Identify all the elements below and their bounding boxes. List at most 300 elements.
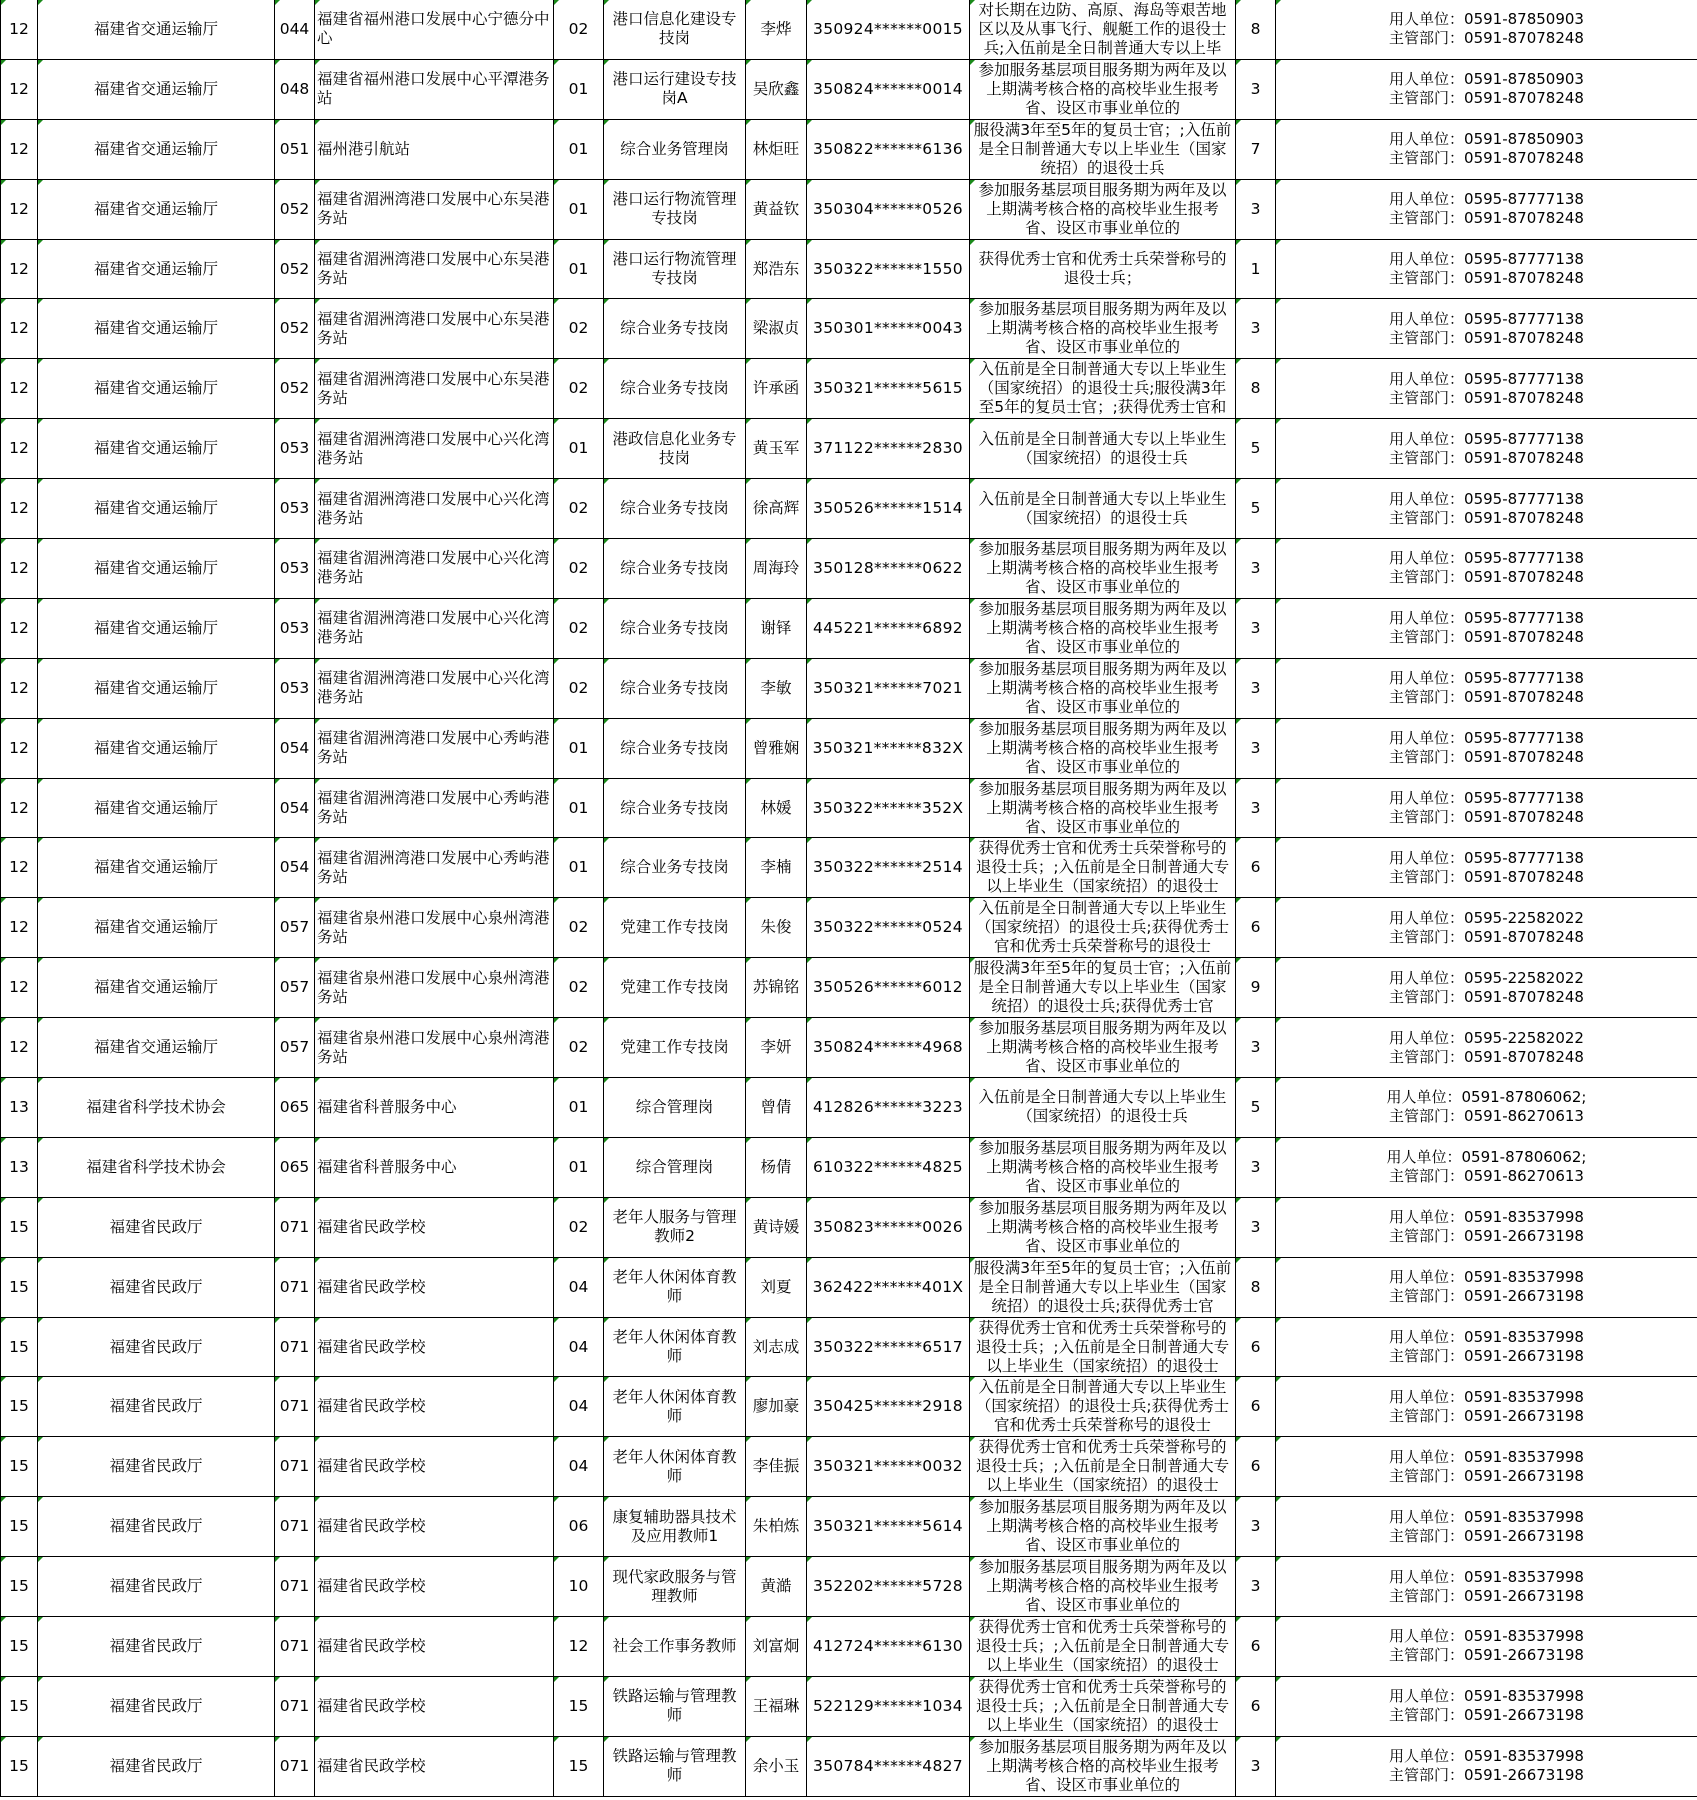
unit-code-cell: 071: [275, 1736, 315, 1796]
post-code-cell: 01: [554, 119, 604, 179]
dept-code-cell: 13: [1, 1078, 38, 1138]
id-number-cell: 350322******2514: [807, 838, 970, 898]
department-cell: 福建省交通运输厅: [38, 778, 275, 838]
bonus-score-cell: 3: [1236, 1137, 1276, 1197]
dept-code-cell: 15: [1, 1197, 38, 1257]
authority-phone: 主管部门：0591-86270613: [1389, 1167, 1584, 1186]
post-code-cell: 02: [554, 658, 604, 718]
employer-phone: 用人单位：0591-87850903: [1389, 10, 1584, 29]
unit-name-cell: 福建省泉州港口发展中心泉州湾港务站: [315, 958, 554, 1018]
policy-cell: [970, 598, 1236, 658]
id-number-cell: 350322******6517: [807, 1317, 970, 1377]
post-name-cell: 老年人休闲体育教师: [604, 1377, 746, 1437]
dept-code-cell: 15: [1, 1437, 38, 1497]
unit-code-cell: 053: [275, 419, 315, 479]
policy-cell: [970, 898, 1236, 958]
unit-name-cell: 福建省泉州港口发展中心泉州湾港务站: [315, 1018, 554, 1078]
candidate-name-cell: 朱柏炼: [746, 1497, 807, 1557]
department-cell: 福建省民政厅: [38, 1437, 275, 1497]
employer-phone: 用人单位：0591-87806062;: [1386, 1088, 1587, 1107]
table-row: [1, 419, 1697, 479]
post-name-cell: 综合业务专技岗: [604, 479, 746, 539]
policy-cell: [970, 1736, 1236, 1796]
contact-cell: [1276, 718, 1697, 778]
table-body: [1, 0, 1697, 1796]
contact-cell: [1276, 539, 1697, 599]
authority-phone: 主管部门：0591-87078248: [1389, 508, 1584, 527]
policy-cell: [970, 958, 1236, 1018]
dept-code-cell: 12: [1, 539, 38, 599]
department-cell: 福建省民政厅: [38, 1557, 275, 1617]
contact-cell: [1276, 59, 1697, 119]
post-code-cell: 01: [554, 1137, 604, 1197]
post-code-cell: 06: [554, 1497, 604, 1557]
bonus-score-cell: 8: [1236, 359, 1276, 419]
policy-cell: [970, 119, 1236, 179]
policy-text: 服役满3年至5年的复员士官；;入伍前是全日制普通大专以上毕业生（国家统招）的退役士兵;获得优秀士官: [973, 959, 1232, 1016]
post-name-cell: 综合业务专技岗: [604, 299, 746, 359]
id-number-cell: 350321******5614: [807, 1497, 970, 1557]
bonus-score-cell: 3: [1236, 1497, 1276, 1557]
unit-code-cell: 052: [275, 239, 315, 299]
post-code-cell: 02: [554, 1197, 604, 1257]
dept-code-cell: 12: [1, 179, 38, 239]
post-code-cell: 15: [554, 1676, 604, 1736]
table-row: [1, 119, 1697, 179]
authority-phone: 主管部门：0591-26673198: [1389, 1466, 1584, 1485]
policy-text: 入伍前是全日制普通大专以上毕业生（国家统招）的退役士兵;获得优秀士官和优秀士兵荣誉称号的退役士: [975, 899, 1230, 956]
department-cell: 福建省民政厅: [38, 1676, 275, 1736]
dept-code-cell: 12: [1, 119, 38, 179]
dept-code-cell: 12: [1, 299, 38, 359]
unit-code-cell: 052: [275, 299, 315, 359]
candidate-name-cell: 刘夏: [746, 1257, 807, 1317]
dept-code-cell: 13: [1, 1137, 38, 1197]
policy-text: 入伍前是全日制普通大专以上毕业生（国家统招）的退役士兵: [978, 1088, 1227, 1126]
post-name-cell: 老年人休闲体育教师: [604, 1317, 746, 1377]
unit-code-cell: 065: [275, 1078, 315, 1138]
table-row: [1, 1197, 1697, 1257]
unit-code-cell: 071: [275, 1197, 315, 1257]
employer-phone: 用人单位：0595-87777138: [1389, 729, 1584, 748]
id-number-cell: 412826******3223: [807, 1078, 970, 1138]
contact-cell: [1276, 1676, 1697, 1736]
unit-code-cell: 071: [275, 1377, 315, 1437]
department-cell: 福建省民政厅: [38, 1736, 275, 1796]
dept-code-cell: 12: [1, 59, 38, 119]
unit-name-cell: 福建省泉州港口发展中心泉州湾港务站: [315, 898, 554, 958]
unit-name-cell: 福建省民政学校: [315, 1676, 554, 1736]
unit-code-cell: 071: [275, 1557, 315, 1617]
department-cell: 福建省交通运输厅: [38, 898, 275, 958]
table-row: [1, 1018, 1697, 1078]
table-row: [1, 1137, 1697, 1197]
policy-cell: [970, 479, 1236, 539]
candidate-name-cell: 谢铎: [746, 598, 807, 658]
policy-text: 参加服务基层项目服务期为两年及以上期满考核合格的高校毕业生报考省、设区市事业单位的: [978, 599, 1227, 656]
authority-phone: 主管部门：0591-87078248: [1389, 269, 1584, 287]
unit-name-cell: 福建省湄洲湾港口发展中心兴化湾港务站: [315, 479, 554, 539]
post-code-cell: 01: [554, 1078, 604, 1138]
post-name-cell: 现代家政服务与管理教师: [604, 1557, 746, 1617]
unit-name-cell: 福建省湄洲湾港口发展中心秀屿港务站: [315, 838, 554, 898]
dept-code-cell: 12: [1, 778, 38, 838]
dept-code-cell: 15: [1, 1497, 38, 1557]
department-cell: 福建省民政厅: [38, 1197, 275, 1257]
unit-code-cell: 052: [275, 359, 315, 419]
post-name-cell: 老年人服务与管理教师2: [604, 1197, 746, 1257]
unit-code-cell: 071: [275, 1317, 315, 1377]
id-number-cell: 350322******352X: [807, 778, 970, 838]
candidate-name-cell: 黄益钦: [746, 179, 807, 239]
candidate-name-cell: 梁淑贞: [746, 299, 807, 359]
id-number-cell: 350322******1550: [807, 239, 970, 299]
unit-code-cell: 065: [275, 1137, 315, 1197]
post-name-cell: 党建工作专技岗: [604, 898, 746, 958]
department-cell: 福建省交通运输厅: [38, 119, 275, 179]
post-name-cell: 综合业务专技岗: [604, 838, 746, 898]
employer-phone: 用人单位：0595-22582022: [1389, 968, 1584, 987]
post-name-cell: 综合业务专技岗: [604, 718, 746, 778]
department-cell: 福建省交通运输厅: [38, 958, 275, 1018]
post-code-cell: 02: [554, 1018, 604, 1078]
post-name-cell: 铁路运输与管理教师: [604, 1736, 746, 1796]
policy-text: 参加服务基层项目服务期为两年及以上期满考核合格的高校毕业生报考省、设区市事业单位的: [978, 1019, 1227, 1076]
table-row: [1, 898, 1697, 958]
unit-code-cell: 057: [275, 1018, 315, 1078]
candidate-name-cell: 刘志成: [746, 1317, 807, 1377]
department-cell: 福建省民政厅: [38, 1617, 275, 1677]
unit-name-cell: 福建省民政学校: [315, 1377, 554, 1437]
contact-cell: [1276, 1018, 1697, 1078]
table-row: [1, 958, 1697, 1018]
authority-phone: 主管部门：0591-26673198: [1389, 1227, 1584, 1246]
employer-phone: 用人单位：0595-87777138: [1389, 669, 1584, 688]
policy-text: 参加服务基层项目服务期为两年及以上期满考核合格的高校毕业生报考省、设区市事业单位的: [978, 60, 1227, 117]
bonus-score-cell: 5: [1236, 1078, 1276, 1138]
post-code-cell: 04: [554, 1437, 604, 1497]
table-row: [1, 1257, 1697, 1317]
unit-code-cell: 052: [275, 179, 315, 239]
policy-text: 入伍前是全日制普通大专以上毕业生（国家统招）的退役士兵;服役满3年至5年的复员士官；;获得优秀士官和: [978, 360, 1227, 417]
dept-code-cell: 12: [1, 598, 38, 658]
employer-phone: 用人单位：0591-83537998: [1389, 1747, 1584, 1766]
policy-cell: [970, 1497, 1236, 1557]
policy-cell: [970, 419, 1236, 479]
bonus-score-cell: 8: [1236, 0, 1276, 59]
post-code-cell: 02: [554, 898, 604, 958]
unit-name-cell: 福建省湄洲湾港口发展中心东吴港务站: [315, 239, 554, 299]
post-code-cell: 02: [554, 299, 604, 359]
unit-code-cell: 053: [275, 598, 315, 658]
authority-phone: 主管部门：0591-26673198: [1389, 1406, 1584, 1425]
unit-name-cell: 福州港引航站: [315, 119, 554, 179]
bonus-score-cell: 3: [1236, 1736, 1276, 1796]
policy-text: 获得优秀士官和优秀士兵荣誉称号的退役士兵；;入伍前是全日制普通大专以上毕业生（国家统招）的退役士: [975, 1677, 1230, 1734]
policy-cell: [970, 1317, 1236, 1377]
post-name-cell: 党建工作专技岗: [604, 1018, 746, 1078]
unit-code-cell: 071: [275, 1437, 315, 1497]
unit-name-cell: 福建省科普服务中心: [315, 1137, 554, 1197]
policy-cell: [970, 1377, 1236, 1437]
id-number-cell: 412724******6130: [807, 1617, 970, 1677]
bonus-score-cell: 6: [1236, 898, 1276, 958]
table-row: [1, 1736, 1697, 1796]
candidate-name-cell: 许承函: [746, 359, 807, 419]
candidate-name-cell: 李佳振: [746, 1437, 807, 1497]
dept-code-cell: 12: [1, 419, 38, 479]
table-row: [1, 598, 1697, 658]
dept-code-cell: 12: [1, 359, 38, 419]
candidate-name-cell: 李楠: [746, 838, 807, 898]
unit-name-cell: 福建省民政学校: [315, 1736, 554, 1796]
policy-text: 参加服务基层项目服务期为两年及以上期满考核合格的高校毕业生报考省、设区市事业单位的: [978, 1498, 1227, 1555]
unit-name-cell: 福建省福州港口发展中心宁德分中心: [315, 0, 554, 59]
table-row: [1, 1676, 1697, 1736]
policy-cell: [970, 1557, 1236, 1617]
post-name-cell: 港口运行建设专技岗A: [604, 59, 746, 119]
id-number-cell: 350304******0526: [807, 179, 970, 239]
authority-phone: 主管部门：0591-86270613: [1389, 1107, 1584, 1126]
post-name-cell: 综合业务专技岗: [604, 658, 746, 718]
employer-phone: 用人单位：0595-22582022: [1389, 908, 1584, 927]
unit-code-cell: 071: [275, 1497, 315, 1557]
employer-phone: 用人单位：0595-87777138: [1389, 250, 1584, 268]
department-cell: 福建省交通运输厅: [38, 179, 275, 239]
contact-cell: [1276, 1137, 1697, 1197]
bonus-score-cell: 3: [1236, 598, 1276, 658]
contact-cell: [1276, 958, 1697, 1018]
candidate-name-cell: 刘富炯: [746, 1617, 807, 1677]
id-number-cell: 350784******4827: [807, 1736, 970, 1796]
bonus-score-cell: 3: [1236, 778, 1276, 838]
policy-cell: [970, 658, 1236, 718]
post-name-cell: 综合业务专技岗: [604, 359, 746, 419]
post-code-cell: 04: [554, 1317, 604, 1377]
policy-cell: [970, 0, 1236, 59]
department-cell: 福建省交通运输厅: [38, 539, 275, 599]
post-code-cell: 01: [554, 59, 604, 119]
dept-code-cell: 15: [1, 1557, 38, 1617]
bonus-score-cell: 6: [1236, 1617, 1276, 1677]
unit-name-cell: 福建省湄洲湾港口发展中心兴化湾港务站: [315, 419, 554, 479]
post-code-cell: 12: [554, 1617, 604, 1677]
bonus-score-cell: 7: [1236, 119, 1276, 179]
contact-cell: [1276, 898, 1697, 958]
bonus-score-cell: 1: [1236, 239, 1276, 299]
bonus-score-cell: 5: [1236, 479, 1276, 539]
table-row: [1, 1557, 1697, 1617]
contact-cell: [1276, 1197, 1697, 1257]
department-cell: 福建省民政厅: [38, 1257, 275, 1317]
policy-text: 服役满3年至5年的复员士官；;入伍前是全日制普通大专以上毕业生（国家统招）的退役士兵;获得优秀士官: [973, 1258, 1232, 1315]
authority-phone: 主管部门：0591-87078248: [1389, 568, 1584, 587]
dept-code-cell: 12: [1, 898, 38, 958]
employer-phone: 用人单位：0595-87777138: [1389, 489, 1584, 508]
post-code-cell: 02: [554, 0, 604, 59]
employer-phone: 用人单位：0595-87777138: [1389, 609, 1584, 628]
contact-cell: [1276, 0, 1697, 59]
contact-cell: [1276, 598, 1697, 658]
post-name-cell: 港政信息化业务专技岗: [604, 419, 746, 479]
authority-phone: 主管部门：0591-87078248: [1389, 149, 1584, 168]
department-cell: 福建省交通运输厅: [38, 0, 275, 59]
employer-phone: 用人单位：0595-87777138: [1389, 369, 1584, 388]
dept-code-cell: 12: [1, 1018, 38, 1078]
contact-cell: [1276, 1557, 1697, 1617]
policy-cell: [970, 179, 1236, 239]
table-row: [1, 1377, 1697, 1437]
authority-phone: 主管部门：0591-87078248: [1389, 927, 1584, 946]
unit-name-cell: 福建省福州港口发展中心平潭港务站: [315, 59, 554, 119]
authority-phone: 主管部门：0591-26673198: [1389, 1347, 1584, 1366]
department-cell: 福建省交通运输厅: [38, 419, 275, 479]
employer-phone: 用人单位：0595-87777138: [1389, 309, 1584, 328]
unit-name-cell: 福建省湄洲湾港口发展中心秀屿港务站: [315, 778, 554, 838]
id-number-cell: 362422******401X: [807, 1257, 970, 1317]
department-cell: 福建省交通运输厅: [38, 239, 275, 299]
contact-cell: [1276, 1317, 1697, 1377]
authority-phone: 主管部门：0591-87078248: [1389, 808, 1584, 827]
contact-cell: [1276, 778, 1697, 838]
policy-text: 获得优秀士官和优秀士兵荣誉称号的退役士兵；;入伍前是全日制普通大专以上毕业生（国家统招）的退役士: [975, 1318, 1230, 1375]
post-name-cell: 社会工作事务教师: [604, 1617, 746, 1677]
table-row: [1, 1317, 1697, 1377]
bonus-score-cell: 8: [1236, 1257, 1276, 1317]
employer-phone: 用人单位：0591-83537998: [1389, 1567, 1584, 1586]
bonus-score-cell: 3: [1236, 179, 1276, 239]
id-number-cell: 350822******6136: [807, 119, 970, 179]
unit-code-cell: 048: [275, 59, 315, 119]
table-row: [1, 1437, 1697, 1497]
policy-text: 对长期在边防、高原、海岛等艰苦地区以及从事飞行、舰艇工作的退役士兵;入伍前是全日制普通大专以上毕: [978, 0, 1227, 57]
contact-cell: [1276, 1078, 1697, 1138]
candidate-name-cell: 廖加豪: [746, 1377, 807, 1437]
contact-cell: [1276, 838, 1697, 898]
authority-phone: 主管部门：0591-87078248: [1389, 628, 1584, 647]
candidate-name-cell: 林媛: [746, 778, 807, 838]
post-code-cell: 01: [554, 838, 604, 898]
id-number-cell: 350526******1514: [807, 479, 970, 539]
bonus-score-cell: 6: [1236, 1437, 1276, 1497]
candidate-name-cell: 林炬旺: [746, 119, 807, 179]
bonus-score-cell: 3: [1236, 718, 1276, 778]
post-name-cell: 港口信息化建设专技岗: [604, 0, 746, 59]
policy-cell: [970, 239, 1236, 299]
department-cell: 福建省交通运输厅: [38, 359, 275, 419]
candidate-name-cell: 李妍: [746, 1018, 807, 1078]
authority-phone: 主管部门：0591-87078248: [1389, 328, 1584, 347]
employer-phone: 用人单位：0591-83537998: [1389, 1447, 1584, 1466]
candidate-name-cell: 黄诗媛: [746, 1197, 807, 1257]
unit-code-cell: 071: [275, 1617, 315, 1677]
id-number-cell: 352202******5728: [807, 1557, 970, 1617]
post-code-cell: 04: [554, 1377, 604, 1437]
post-name-cell: 综合管理岗: [604, 1078, 746, 1138]
policy-cell: [970, 539, 1236, 599]
policy-text: 参加服务基层项目服务期为两年及以上期满考核合格的高校毕业生报考省、设区市事业单位的: [978, 779, 1227, 836]
id-number-cell: 522129******1034: [807, 1676, 970, 1736]
contact-cell: [1276, 299, 1697, 359]
contact-cell: [1276, 1257, 1697, 1317]
dept-code-cell: 12: [1, 838, 38, 898]
bonus-score-cell: 5: [1236, 419, 1276, 479]
contact-cell: [1276, 479, 1697, 539]
unit-code-cell: 057: [275, 898, 315, 958]
table-row: [1, 239, 1697, 299]
employer-phone: 用人单位：0591-87850903: [1389, 130, 1584, 149]
authority-phone: 主管部门：0591-26673198: [1389, 1526, 1584, 1545]
id-number-cell: 350823******0026: [807, 1197, 970, 1257]
candidate-name-cell: 苏锦铭: [746, 958, 807, 1018]
policy-cell: [970, 1018, 1236, 1078]
candidate-name-cell: 余小玉: [746, 1736, 807, 1796]
post-name-cell: 港口运行物流管理专技岗: [604, 179, 746, 239]
employer-phone: 用人单位：0595-87777138: [1389, 190, 1584, 209]
contact-cell: [1276, 359, 1697, 419]
policy-text: 参加服务基层项目服务期为两年及以上期满考核合格的高校毕业生报考省、设区市事业单位的: [978, 300, 1227, 357]
authority-phone: 主管部门：0591-26673198: [1389, 1646, 1584, 1665]
policy-text: 参加服务基层项目服务期为两年及以上期满考核合格的高校毕业生报考省、设区市事业单位的: [978, 1558, 1227, 1615]
authority-phone: 主管部门：0591-87078248: [1389, 867, 1584, 886]
post-name-cell: 老年人休闲体育教师: [604, 1257, 746, 1317]
department-cell: 福建省交通运输厅: [38, 59, 275, 119]
bonus-score-cell: 3: [1236, 658, 1276, 718]
bonus-score-cell: 3: [1236, 299, 1276, 359]
employer-phone: 用人单位：0591-83537998: [1389, 1328, 1584, 1347]
candidate-name-cell: 吴欣鑫: [746, 59, 807, 119]
authority-phone: 主管部门：0591-26673198: [1389, 1287, 1584, 1306]
dept-code-cell: 12: [1, 239, 38, 299]
department-cell: 福建省交通运输厅: [38, 299, 275, 359]
table-row: [1, 1078, 1697, 1138]
authority-phone: 主管部门：0591-87078248: [1389, 29, 1584, 48]
post-code-cell: 01: [554, 718, 604, 778]
bonus-score-cell: 6: [1236, 1377, 1276, 1437]
policy-text: 参加服务基层项目服务期为两年及以上期满考核合格的高校毕业生报考省、设区市事业单位的: [978, 1138, 1227, 1195]
post-name-cell: 港口运行物流管理专技岗: [604, 239, 746, 299]
policy-text: 参加服务基层项目服务期为两年及以上期满考核合格的高校毕业生报考省、设区市事业单位的: [978, 1198, 1227, 1255]
unit-name-cell: 福建省湄洲湾港口发展中心东吴港务站: [315, 179, 554, 239]
post-name-cell: 党建工作专技岗: [604, 958, 746, 1018]
employer-phone: 用人单位：0591-83537998: [1389, 1387, 1584, 1406]
department-cell: 福建省民政厅: [38, 1497, 275, 1557]
post-name-cell: 综合业务专技岗: [604, 539, 746, 599]
policy-cell: [970, 1078, 1236, 1138]
candidate-name-cell: 曾雅娴: [746, 718, 807, 778]
id-number-cell: 350321******0032: [807, 1437, 970, 1497]
post-code-cell: 02: [554, 539, 604, 599]
authority-phone: 主管部门：0591-26673198: [1389, 1766, 1584, 1785]
authority-phone: 主管部门：0591-26673198: [1389, 1586, 1584, 1605]
post-code-cell: 02: [554, 359, 604, 419]
table-row: [1, 838, 1697, 898]
candidate-name-cell: 周海玲: [746, 539, 807, 599]
dept-code-cell: 15: [1, 1617, 38, 1677]
dept-code-cell: 15: [1, 1257, 38, 1317]
post-code-cell: 01: [554, 239, 604, 299]
bonus-score-cell: 6: [1236, 1676, 1276, 1736]
bonus-score-cell: 3: [1236, 59, 1276, 119]
employer-phone: 用人单位：0591-83537998: [1389, 1627, 1584, 1646]
post-name-cell: 老年人休闲体育教师: [604, 1437, 746, 1497]
unit-code-cell: 044: [275, 0, 315, 59]
unit-name-cell: 福建省湄洲湾港口发展中心东吴港务站: [315, 359, 554, 419]
bonus-score-cell: 9: [1236, 958, 1276, 1018]
policy-text: 获得优秀士官和优秀士兵荣誉称号的退役士兵；;入伍前是全日制普通大专以上毕业生（国家统招）的退役士: [975, 839, 1230, 896]
dept-code-cell: 12: [1, 958, 38, 1018]
table-row: [1, 179, 1697, 239]
